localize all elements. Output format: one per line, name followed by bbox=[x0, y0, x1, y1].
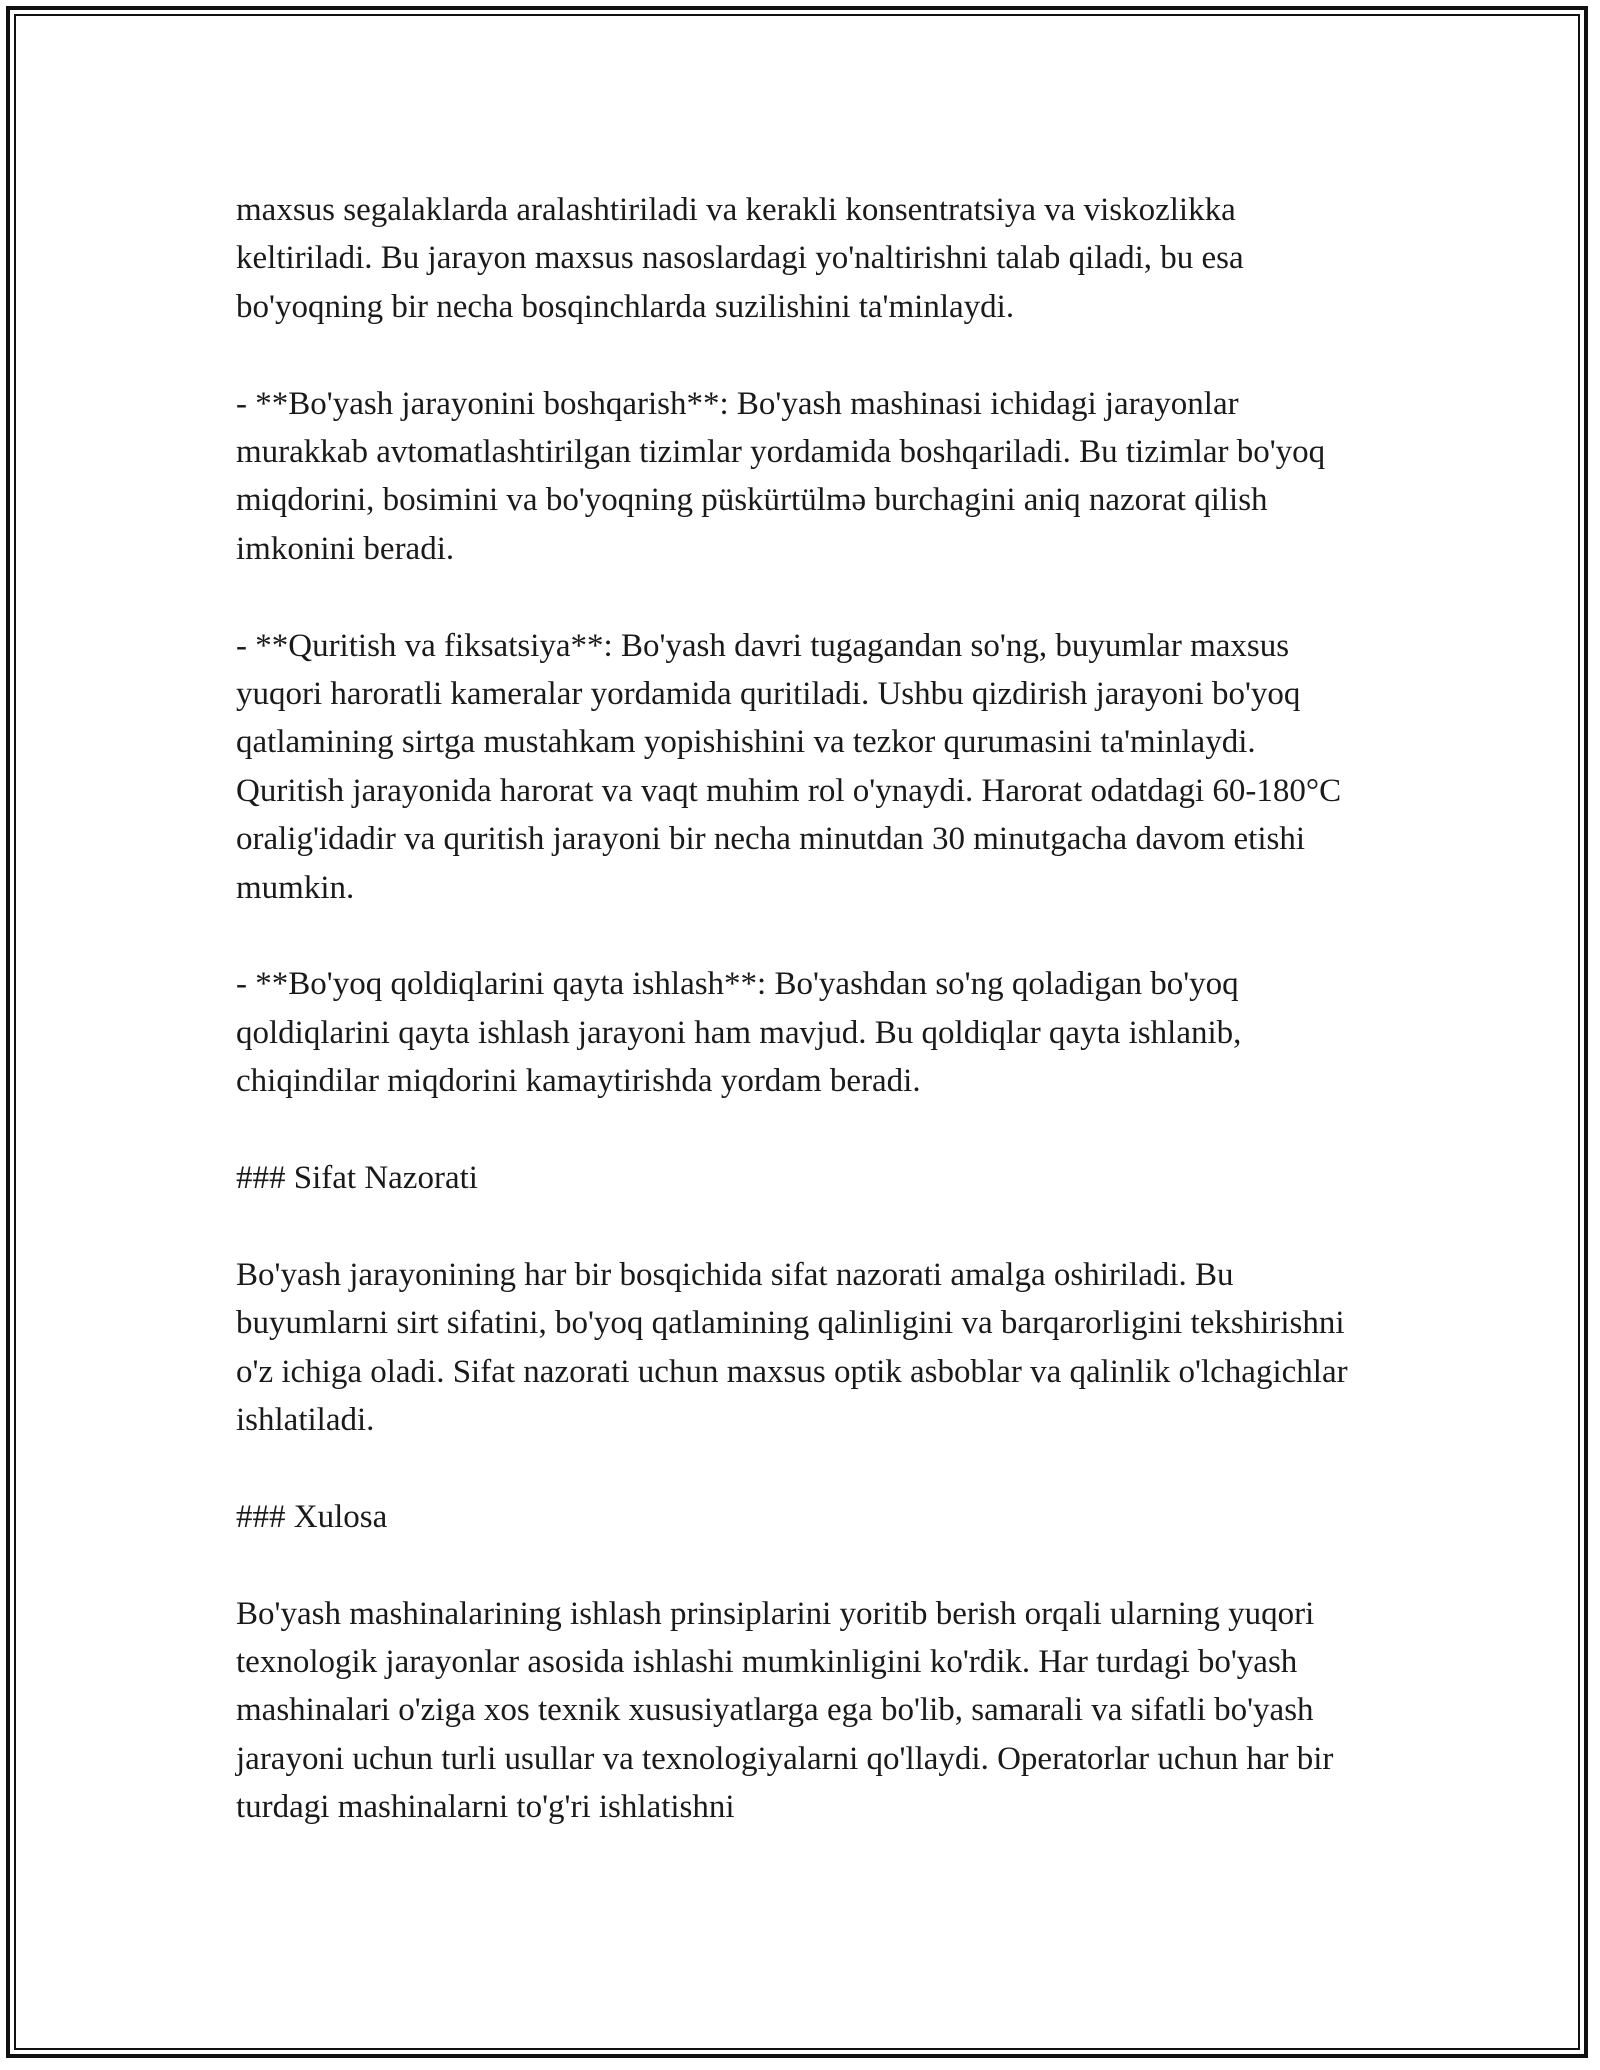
document-body bbox=[236, 186, 1366, 1832]
paragraph-residue-recycling: - **Bo'yoq qoldiqlarini qayta ishlash**: Bo'yashdan so'ng qoladigan bo'yoq qoldiqlarini qayta ishlash jarayoni ham mavjud. Bu qoldiqlar qayta ishlanib, chiqindilar miqdorini kamaytirishda yordam beradi. bbox=[236, 966, 1242, 1100]
paragraph-process-control: - **Bo'yash jarayonini boshqarish**: Bo'yash mashinasi ichidagi jarayonlar murakkab avtomatlashtirilgan tizimlar yordamida boshqariladi. Bu tizimlar bo'yoq miqdorini, bosimini va bo'yoqning püskürtülmə burchagini aniq nazorat qilish imkonini beradi. bbox=[236, 385, 1326, 567]
paragraph-drying-fixation: - **Quritish va fiksatsiya**: Bo'yash davri tugagandan so'ng, buyumlar maxsus yuqori haroratli kameralar yordamida quritiladi. Ushbu qizdirish jarayoni bo'yoq qatlamining sirtga mustahkam yopishishini va tezkor qurumasini ta'minlaydi. Quritish jarayonida harorat va vaqt muhim rol o'ynaydi. Harorat odatdagi 60-180°C oralig'idadir va quritish jarayoni bir necha minutdan 30 minutgacha davom etishi mumkin. bbox=[236, 627, 1342, 906]
paragraph-intro-continuation: maxsus segalaklarda aralashtiriladi va kerakli konsentratsiya va viskozlikka keltiriladi. Bu jarayon maxsus nasoslardagi yo'naltirishni talab qiladi, bu esa bo'yoqning bir necha bosqinchlarda suzilishini ta'minlaydi. bbox=[236, 192, 1244, 325]
paragraph-quality-control: Bo'yash jarayonining har bir bosqichida sifat nazorati amalga oshiriladi. Bu buyumlarni sirt sifatini, bo'yoq qatlamining qalinligini va barqarorligini tekshirishni o'z ichiga oladi. Sifat nazorati uchun maxsus optik asboblar va qalinlik o'lchagichlar ishlatiladi. bbox=[236, 1256, 1348, 1439]
heading-quality-control: ### Sifat Nazorati bbox=[236, 1160, 478, 1197]
paragraph-conclusion: Bo'yash mashinalarining ishlash prinsiplarini yoritib berish orqali ularning yuqori texnologik jarayonlar asosida ishlashi mumkinligini ko'rdik. Har turdagi bo'yash mashinalari o'ziga xos texnik xususiyatlarga ega bo'lib, samarali va sifatli bo'yash jarayoni uchun turli usullar va texnologiyalarni qo'llaydi. Operatorlar uchun har bir turdagi mashinalarni to'g'ri ishlatishni bbox=[236, 1595, 1334, 1826]
heading-conclusion: ### Xulosa bbox=[236, 1498, 388, 1535]
